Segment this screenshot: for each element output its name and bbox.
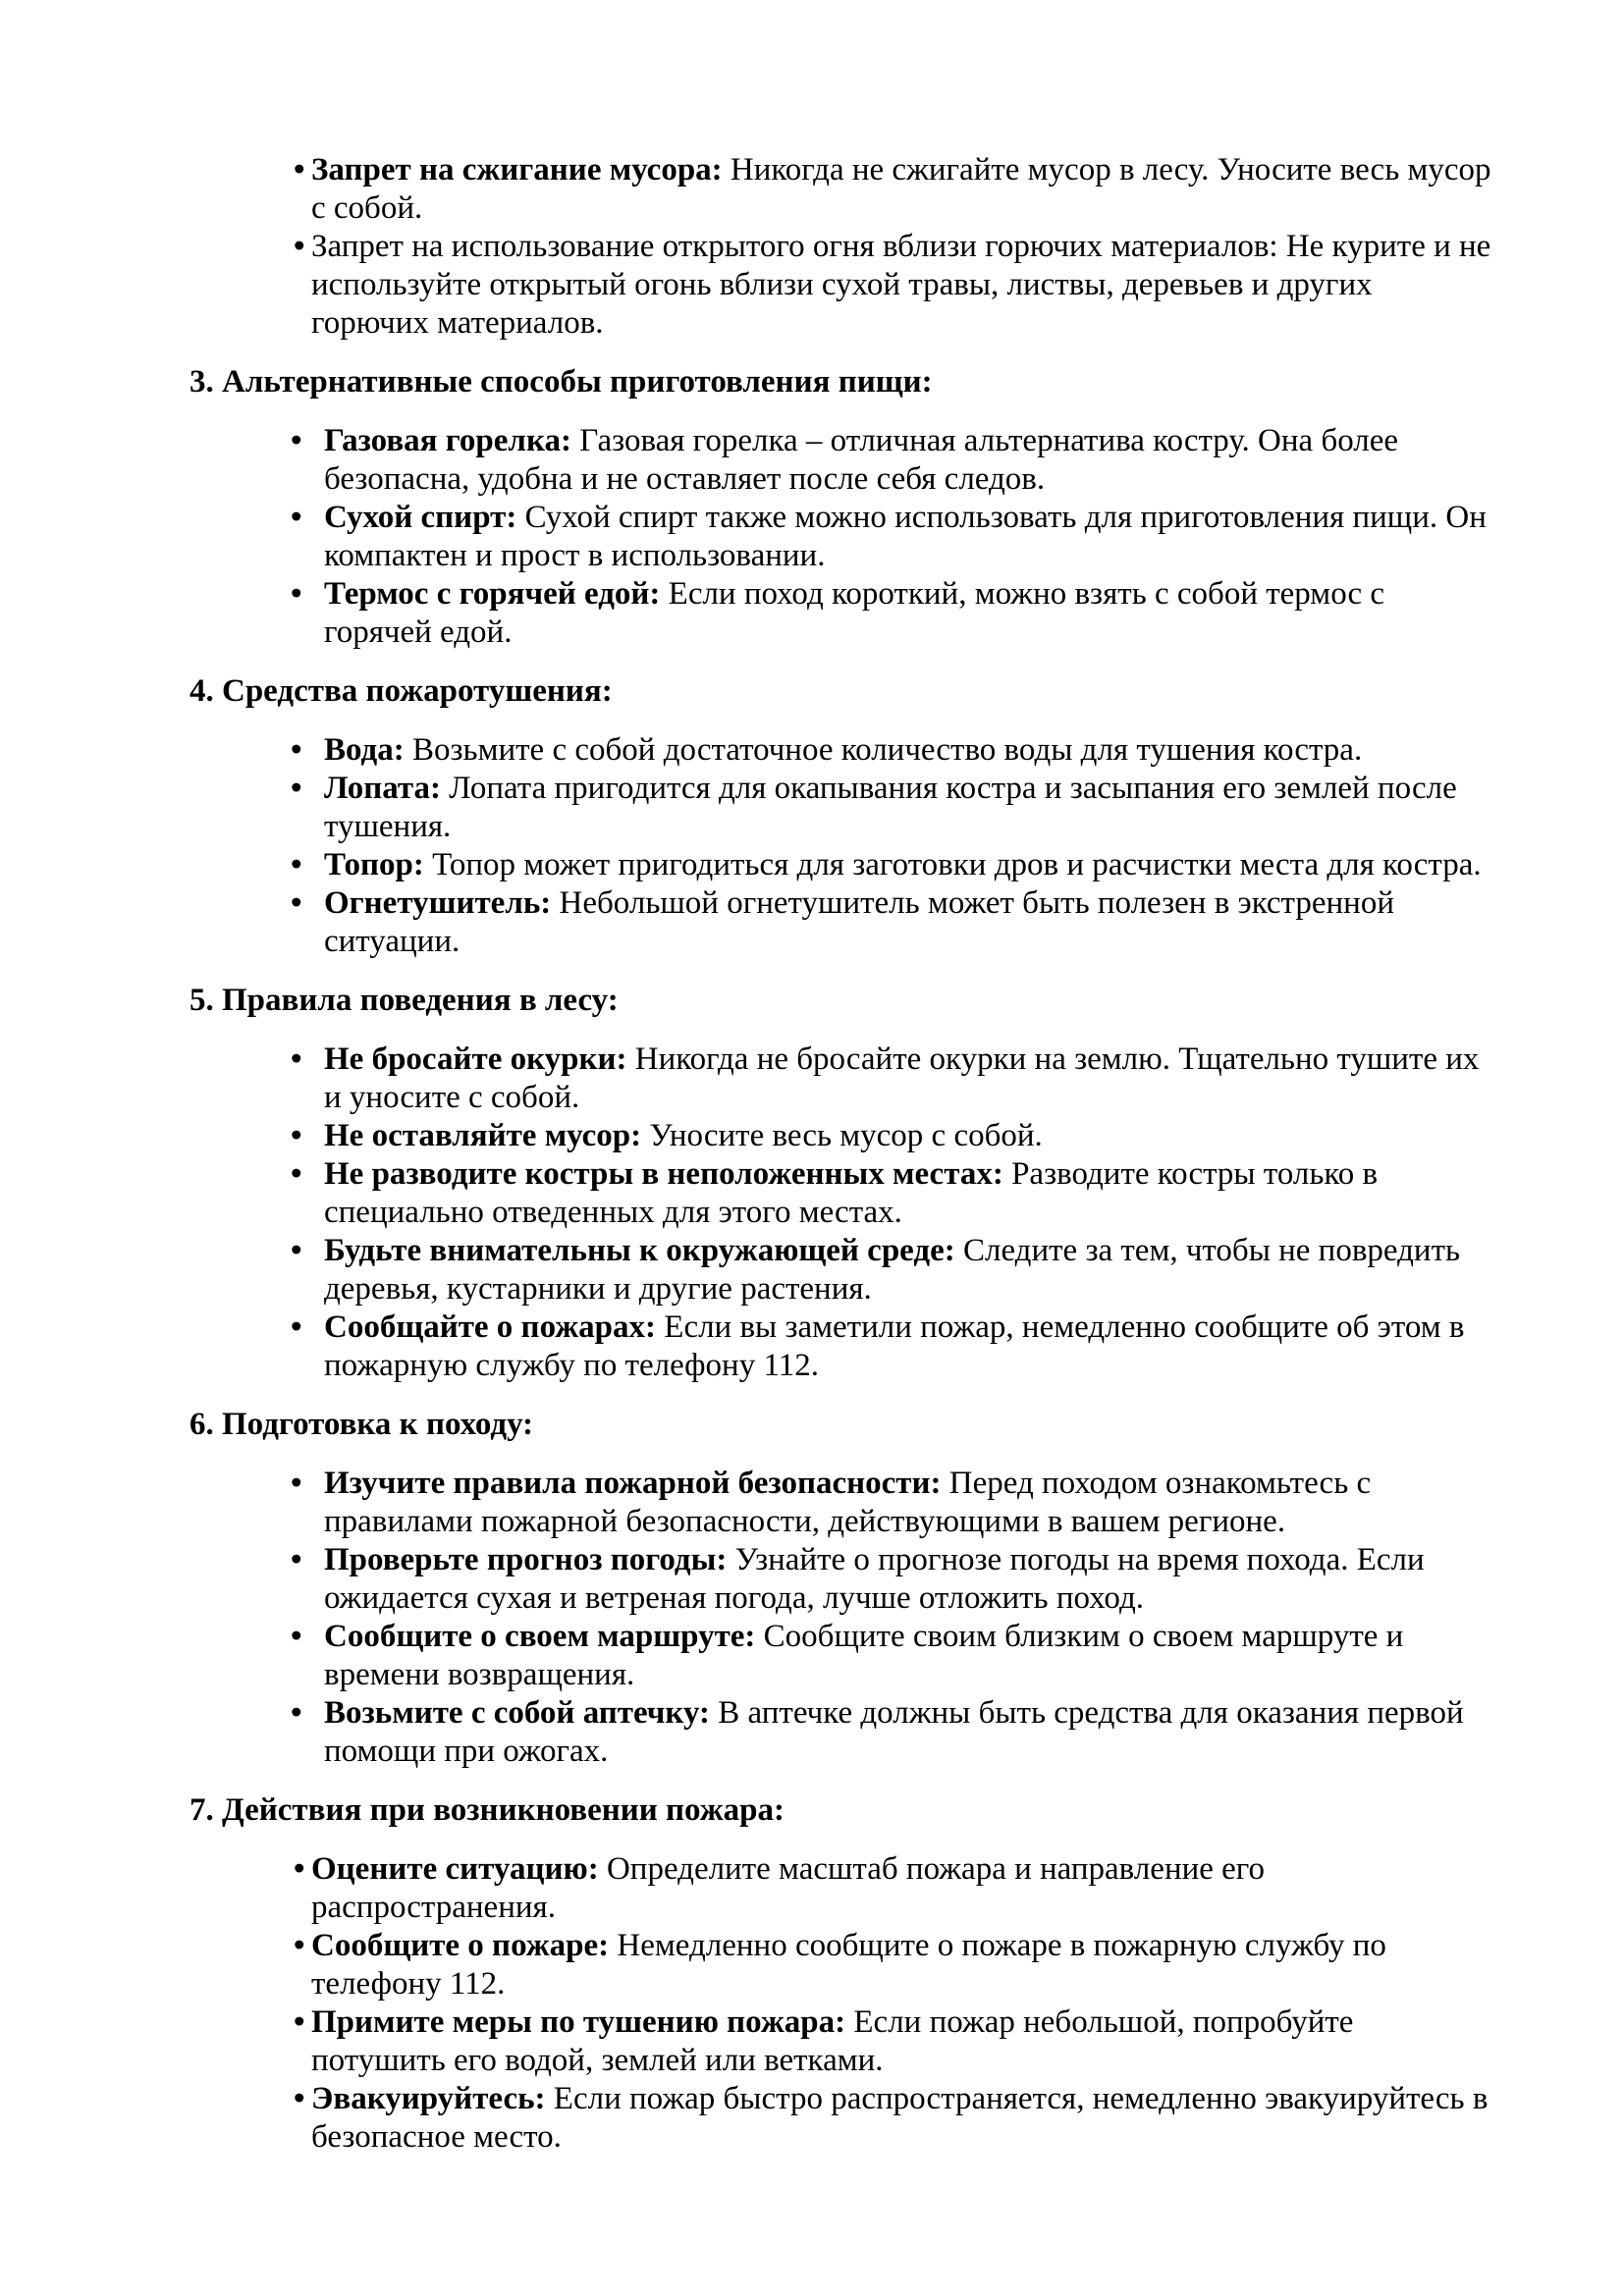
item-rest: Узнайте о прогнозе погоды на время похода. Если ожидается сухая и ветреная погода, лучше отложить поход. bbox=[324, 1542, 1425, 1616]
bullet-icon: • bbox=[294, 2081, 305, 2116]
list-item bbox=[189, 1850, 1491, 1927]
list-item bbox=[189, 1927, 1491, 2003]
section-list bbox=[189, 731, 1491, 961]
item-lead: Газовая горелка: bbox=[324, 423, 571, 458]
item-lead: Огнетушитель: bbox=[324, 885, 552, 921]
bullet-icon: • bbox=[291, 1466, 302, 1501]
section-heading: 3. Альтернативные способы приготовления пищи: bbox=[189, 364, 933, 400]
list-item bbox=[189, 846, 1491, 884]
list-item bbox=[189, 1155, 1491, 1232]
item-rest: Если пожар быстро распространяется, немедленно эвакуируйтесь в безопасное место. bbox=[311, 2081, 1489, 2155]
bullet-icon: • bbox=[294, 2004, 305, 2040]
bullet-icon: • bbox=[291, 732, 302, 768]
bullet-icon: • bbox=[291, 1542, 302, 1577]
item-rest: Топор может пригодиться для заготовки дров и расчистки места для костра. bbox=[423, 847, 1482, 882]
bullet-icon: • bbox=[291, 1619, 302, 1654]
list-item bbox=[189, 2003, 1491, 2080]
section-heading: 6. Подготовка к походу: bbox=[189, 1407, 534, 1442]
bullet-icon: • bbox=[291, 885, 302, 921]
item-lead: Запрет на сжигание мусора: bbox=[311, 152, 723, 187]
item-lead: Термос с горячей едой: bbox=[324, 576, 661, 612]
bullet-icon: • bbox=[291, 847, 302, 882]
list-item bbox=[189, 770, 1491, 846]
section-heading: 5. Правила поведения в лесу: bbox=[189, 983, 619, 1018]
bullet-icon: • bbox=[291, 1233, 302, 1268]
item-rest: Небольшой огнетушитель может быть полезен в экстренной ситуации. bbox=[324, 885, 1395, 959]
item-rest: Сухой спирт также можно использовать для приготовления пищи. Он компактен и прост в использовании. bbox=[324, 500, 1487, 573]
section-7 bbox=[189, 1791, 1491, 2157]
section-3 bbox=[189, 363, 1491, 652]
bullet-icon: • bbox=[291, 1309, 302, 1345]
item-lead: Будьте внимательны к окружающей среде: bbox=[324, 1233, 955, 1268]
bullet-icon: • bbox=[291, 576, 302, 612]
section-4 bbox=[189, 672, 1491, 961]
item-lead: Лопата: bbox=[324, 771, 442, 806]
item-lead: Возьмите с собой аптечку: bbox=[324, 1695, 711, 1731]
item-lead: Не бросайте окурки: bbox=[324, 1041, 627, 1077]
bullet-icon: • bbox=[291, 771, 302, 806]
item-lead: Проверьте прогноз погоды: bbox=[324, 1542, 728, 1577]
item-rest: Сообщите своим близким о своем маршруте и времени возвращения. bbox=[324, 1619, 1404, 1692]
item-lead: Эвакуируйтесь: bbox=[311, 2081, 546, 2116]
section-heading: 4. Средства пожаротушения: bbox=[189, 673, 613, 709]
section-6 bbox=[189, 1406, 1491, 1771]
list-item bbox=[189, 1232, 1491, 1308]
section-list bbox=[189, 1465, 1491, 1771]
bullet-icon: • bbox=[291, 423, 302, 458]
bullet-icon: • bbox=[294, 1928, 305, 1963]
list-item bbox=[189, 1618, 1491, 1694]
list-item bbox=[189, 1541, 1491, 1618]
bullet-icon: • bbox=[291, 1156, 302, 1192]
item-rest: В аптечке должны быть средства для оказания первой помощи при ожогах. bbox=[324, 1695, 1464, 1769]
bullet-icon: • bbox=[291, 1695, 302, 1731]
item-rest: Уносите весь мусор с собой. bbox=[641, 1118, 1043, 1153]
intro-list bbox=[189, 151, 1491, 343]
item-rest: Возьмите с собой достаточное количество воды для тушения костра. bbox=[404, 732, 1363, 768]
item-rest: Разводите костры только в специально отведенных для этого местах. bbox=[324, 1156, 1379, 1230]
list-item bbox=[189, 422, 1491, 499]
section-5 bbox=[189, 982, 1491, 1385]
item-lead: Сообщите о своем маршруте: bbox=[324, 1619, 756, 1654]
list-item bbox=[189, 1117, 1491, 1155]
item-rest: Если вы заметили пожар, немедленно сообщите об этом в пожарную службу по телефону 112. bbox=[324, 1309, 1465, 1383]
list-item bbox=[189, 1465, 1491, 1541]
bullet-icon: • bbox=[291, 1118, 302, 1153]
list-item bbox=[189, 1041, 1491, 1117]
item-rest: Определите масштаб пожара и направление его распространения. bbox=[311, 1851, 1266, 1925]
bullet-icon: • bbox=[294, 229, 305, 264]
list-item bbox=[189, 228, 1491, 343]
bullet-icon: • bbox=[294, 152, 305, 187]
item-rest: Немедленно сообщите о пожаре в пожарную службу по телефону 112. bbox=[311, 1928, 1386, 2002]
item-rest: Газовая горелка – отличная альтернатива костру. Она более безопасна, удобна и не оставляет после себя следов. bbox=[324, 423, 1399, 497]
item-lead: Сообщите о пожаре: bbox=[311, 1928, 610, 1963]
item-lead: Примите меры по тушению пожара: bbox=[311, 2004, 846, 2040]
item-lead: Оцените ситуацию: bbox=[311, 1851, 599, 1887]
item-lead: Сообщайте о пожарах: bbox=[324, 1309, 657, 1345]
item-rest: Лопата пригодится для окапывания костра и засыпания его землей после тушения. bbox=[324, 771, 1457, 844]
item-rest: Никогда не сжигайте мусор в лесу. Уносите весь мусор с собой. bbox=[311, 152, 1491, 226]
item-lead: Вода: bbox=[324, 732, 405, 768]
item-lead: Топор: bbox=[324, 847, 424, 882]
list-item bbox=[189, 575, 1491, 652]
section-list bbox=[189, 1850, 1491, 2157]
item-rest: Перед походом ознакомьтесь с правилами пожарной безопасности, действующими в вашем регионе. bbox=[324, 1466, 1372, 1539]
item-lead: Изучите правила пожарной безопасности: bbox=[324, 1466, 942, 1501]
bullet-icon: • bbox=[294, 1851, 305, 1887]
list-item bbox=[189, 1308, 1491, 1385]
list-item bbox=[189, 2080, 1491, 2157]
section-list bbox=[189, 422, 1491, 652]
item-rest: Если пожар небольшой, попробуйте потушить его водой, землей или ветками. bbox=[311, 2004, 1354, 2078]
item-rest: Если поход короткий, можно взять с собой термос с горячей едой. bbox=[324, 576, 1385, 650]
item-rest: Никогда не бросайте окурки на землю. Тщательно тушите их и уносите с собой. bbox=[324, 1041, 1480, 1115]
item-lead: Не оставляйте мусор: bbox=[324, 1118, 642, 1153]
section-list bbox=[189, 1041, 1491, 1385]
list-item bbox=[189, 731, 1491, 770]
item-rest: Следите за тем, чтобы не повредить деревья, кустарники и другие растения. bbox=[324, 1233, 1461, 1307]
section-heading: 7. Действия при возникновении пожара: bbox=[189, 1792, 785, 1828]
list-item bbox=[189, 499, 1491, 575]
bullet-icon: • bbox=[291, 1041, 302, 1077]
list-item bbox=[189, 151, 1491, 228]
item-lead: Не разводите костры в неположенных местах: bbox=[324, 1156, 1003, 1192]
item-lead: Сухой спирт: bbox=[324, 500, 517, 535]
bullet-icon: • bbox=[291, 500, 302, 535]
list-item bbox=[189, 1694, 1491, 1771]
list-item bbox=[189, 884, 1491, 961]
item-rest: Запрет на использование открытого огня вблизи горючих материалов: Не курите и не используйте открытый огонь вблизи сухой травы, листвы, деревьев и других горючих материалов. bbox=[311, 229, 1491, 341]
